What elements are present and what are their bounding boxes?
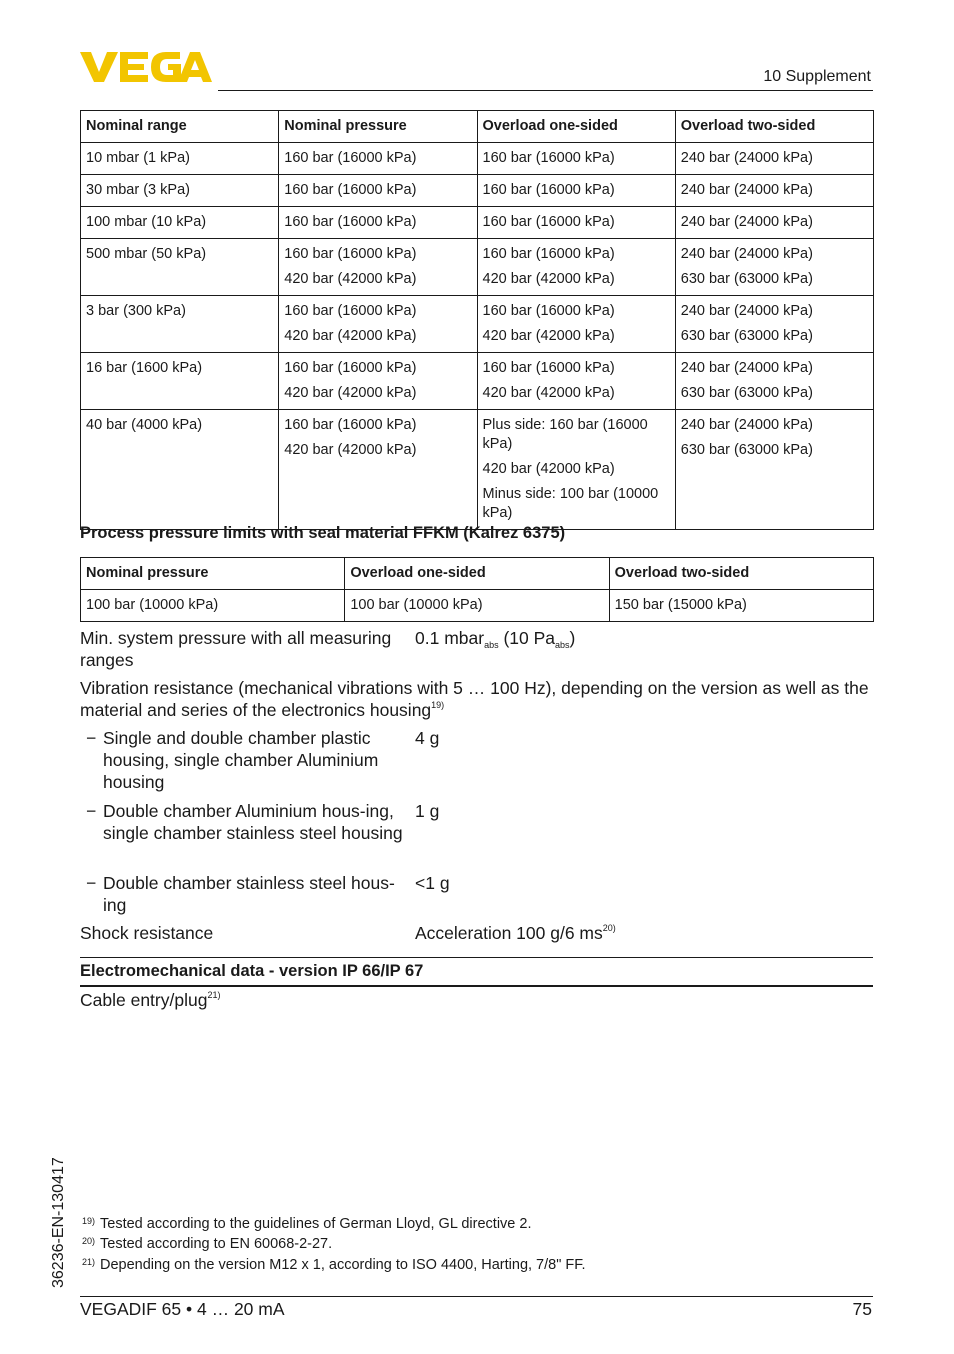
footnote-number: 20) [82,1236,96,1246]
cell-line: Plus side: 160 bar (16000 kPa) [482,417,648,452]
cell-line: 160 bar (16000 kPa) [482,303,615,319]
footnote-number: 21) [82,1257,96,1267]
table-cell [477,175,675,207]
cell-line: 40 bar (4000 kPa) [86,417,203,433]
footnote-text: Tested according to the guidelines of German Lloyd, GL directive 2. [100,1216,532,1232]
table-cell [675,175,873,207]
cell-line: 240 bar (24000 kPa) [680,417,813,433]
table-header-cell: Nominal range [81,111,279,143]
document-code: 36236-EN-130417 [50,1157,67,1288]
table-row [81,590,874,622]
table-row [81,207,874,239]
vibration-item-label: Double chamber Aluminium hous-ing, single chamber stainless steel housing [103,801,403,843]
table-header-cell: Overload one-sided [345,558,609,590]
cell-line: 160 bar (16000 kPa) [284,150,417,166]
section-rule [80,957,873,958]
list-dash: − [86,728,97,748]
table-row [81,239,874,296]
cell-line: 630 bar (63000 kPa) [680,442,813,458]
cell-line: 160 bar (16000 kPa) [482,246,615,262]
cell-line: 500 mbar (50 kPa) [86,246,207,262]
table-row [81,353,874,410]
cell-line: 160 bar (16000 kPa) [482,150,615,166]
cell-line: 240 bar (24000 kPa) [680,360,813,376]
footnote-text: Depending on the version M12 x 1, according to ISO 4400, Harting, 7/8" FF. [100,1257,586,1273]
ffkm-heading: Process pressure limits with seal material FFKM (Kalrez 6375) [80,524,566,542]
footnote-number: 19) [82,1216,96,1226]
table-cell [81,239,279,296]
cell-line: 160 bar (16000 kPa) [284,214,417,230]
cable-entry-label: Cable entry/plug$^{21)}$ [80,990,221,1010]
cell-line: 420 bar (42000 kPa) [482,271,615,287]
section-label: 10 Supplement [763,68,871,85]
cell-line: 160 bar (16000 kPa) [284,303,417,319]
cell-line: 420 bar (42000 kPa) [284,271,417,287]
cell-line: 160 bar (16000 kPa) [482,214,615,230]
cell-line: 630 bar (63000 kPa) [680,328,813,344]
table-cell [675,296,873,353]
table-cell [477,207,675,239]
table-row [81,296,874,353]
cell-line: 420 bar (42000 kPa) [482,385,615,401]
table-cell [477,353,675,410]
cell-line: 10 mbar (1 kPa) [86,150,190,166]
vega-logo [80,50,212,84]
table-cell [279,353,477,410]
table-row [81,410,874,530]
table-header-cell: Nominal pressure [81,558,345,590]
vibration-item-value: 4 g [415,728,440,748]
pressure-table [80,110,874,530]
table-cell [675,239,873,296]
cell-line: 3 bar (300 kPa) [86,303,186,319]
vibration-item-value: <1 g [415,873,450,893]
vibration-item-value: 1 g [415,801,440,821]
table-cell [279,296,477,353]
cell-line: 240 bar (24000 kPa) [680,150,813,166]
table-cell [279,175,477,207]
cell-line: 160 bar (16000 kPa) [482,360,615,376]
table-row [81,143,874,175]
vibration-text: Vibration resistance (mechanical vibrations with 5 … 100 Hz), depending on the version as well as the material and series of the electronics housing$^{19)}$ [80,678,869,720]
table-cell [477,296,675,353]
table-header-cell: Overload two-sided [675,111,873,143]
table-cell: 100 bar (10000 kPa) [81,590,345,622]
table-cell [279,207,477,239]
footnote-text: Tested according to EN 60068-2-27. [100,1236,333,1252]
cell-line: 100 mbar (10 kPa) [86,214,207,230]
table-cell [279,239,477,296]
section-rule [80,985,873,987]
footer-product: VEGADIF 65 • 4 … 20 mA [80,1299,285,1319]
vibration-item-label: Double chamber stainless steel hous-ing [103,873,395,915]
cell-line: 16 bar (1600 kPa) [86,360,203,376]
table-header-row [81,111,874,143]
table-header-row [81,558,874,590]
table-cell [81,143,279,175]
table-cell [279,143,477,175]
cell-line: 420 bar (42000 kPa) [284,328,417,344]
cell-line: 240 bar (24000 kPa) [680,214,813,230]
header-rule [218,90,873,91]
cell-line: 240 bar (24000 kPa) [680,246,813,262]
page-number: 75 [852,1299,872,1319]
table-cell [675,410,873,530]
table-row [81,175,874,207]
table-header-cell: Nominal pressure [279,111,477,143]
table-cell: 100 bar (10000 kPa) [345,590,609,622]
footnote-ref: 19) [431,700,445,710]
cell-line: 240 bar (24000 kPa) [680,182,813,198]
table-cell [675,143,873,175]
table-cell [477,410,675,530]
footnote-ref: 20) [602,923,616,933]
cell-line: 420 bar (42000 kPa) [284,442,417,458]
table-cell [477,143,675,175]
table-header-cell: Overload two-sided [609,558,873,590]
cell-line: 30 mbar (3 kPa) [86,182,190,198]
table-cell [279,410,477,530]
cell-line: 160 bar (16000 kPa) [284,360,417,376]
cell-line: 160 bar (16000 kPa) [284,417,417,433]
table-cell [81,296,279,353]
table-cell [675,353,873,410]
shock-value: Acceleration 100 g/6 $ms^{20)}$ [415,923,616,943]
electro-heading: Electromechanical data - version IP 66/IP 67 [80,962,424,980]
table-cell [81,353,279,410]
ffkm-table [80,557,874,622]
table-cell [81,175,279,207]
cell-line: 160 bar (16000 kPa) [284,182,417,198]
min-pressure-label: Min. system pressure with all measuring ranges [80,628,392,670]
footnote-ref: 21) [207,990,221,1000]
vibration-item-label: Single and double chamber plastic housing, single chamber Aluminium housing [103,728,379,792]
list-dash: − [86,873,97,893]
cell-line: 420 bar (42000 kPa) [482,461,615,477]
cell-line: 630 bar (63000 kPa) [680,271,813,287]
list-dash: − [86,801,97,821]
table-cell [81,207,279,239]
cell-line: 420 bar (42000 kPa) [284,385,417,401]
cell-line: 160 bar (16000 kPa) [284,246,417,262]
min-pressure-value: 0.1 mbar$_{abs}$ (10 $Pa_{abs}$) [415,628,576,650]
cell-line: 630 bar (63000 kPa) [680,385,813,401]
cell-line: Minus side: 100 bar (10000 kPa) [482,486,659,521]
table-cell: 150 bar (15000 kPa) [609,590,873,622]
table-header-cell: Overload one-sided [477,111,675,143]
table-cell [675,207,873,239]
cell-line: 420 bar (42000 kPa) [482,328,615,344]
cell-line: 160 bar (16000 kPa) [482,182,615,198]
cell-line: 240 bar (24000 kPa) [680,303,813,319]
shock-label: Shock resistance [80,923,214,943]
table-cell [477,239,675,296]
table-cell [81,410,279,530]
footer-rule [80,1296,873,1297]
